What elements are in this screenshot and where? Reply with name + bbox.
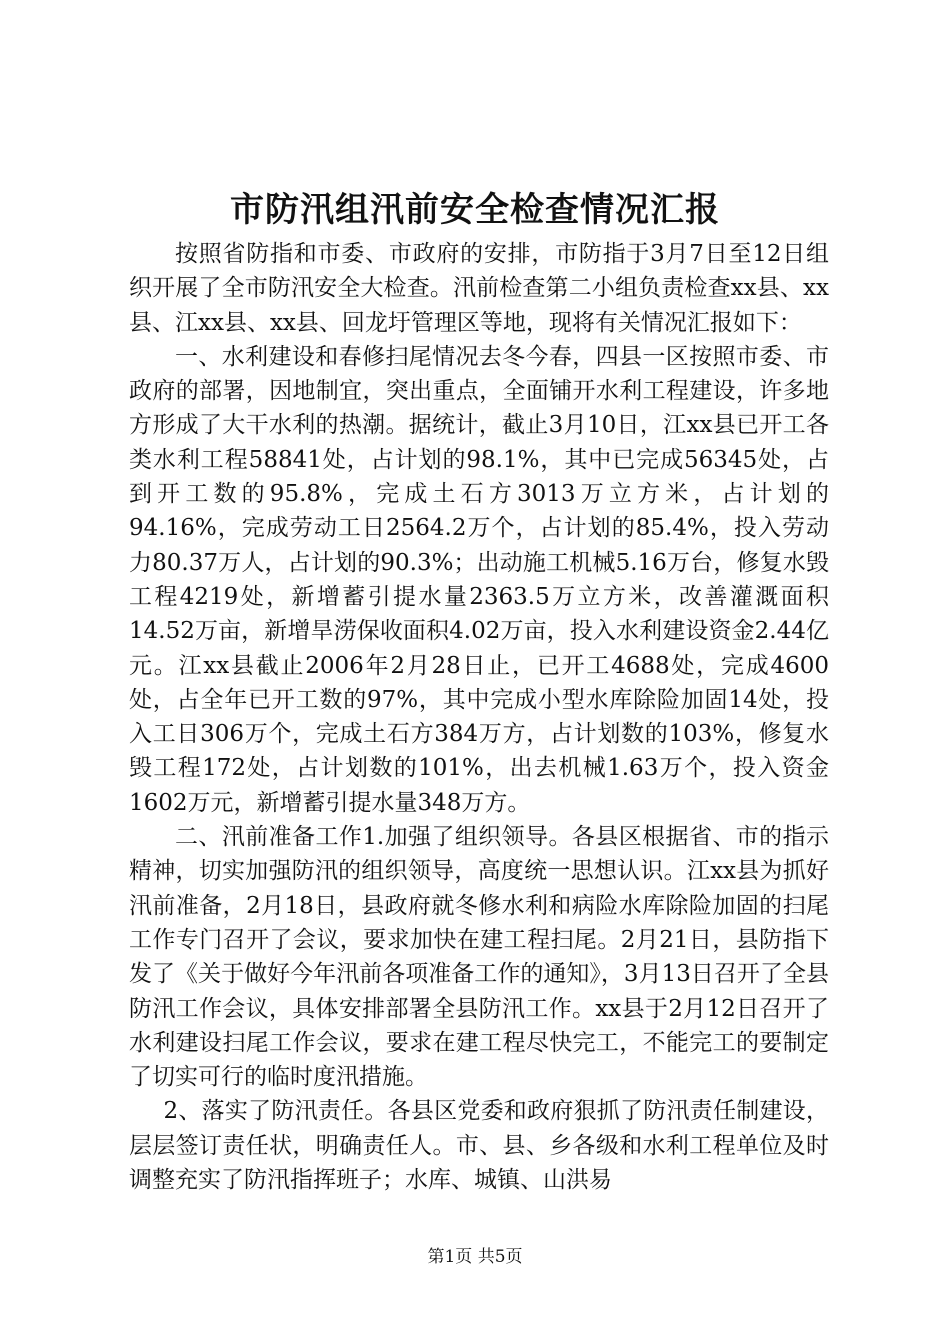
- page-footer: 第1页 共5页: [427, 1247, 523, 1267]
- document-title: 市防汛组汛前安全检查情况汇报: [230, 190, 720, 230]
- paragraph-water-conservancy: 一、水利建设和春修扫尾情况去冬今春，四县一区按照市委、市政府的部署，因地制宜，突出重点，全面铺开水利工程建设，许多地方形成了大干水利的热潮。据统计，截止3月10日，江xx县已开工各类水利工程58841处，占计划的98.1%，其中已完成56345处，占到开工数的95.8%，完成土石方3013万立方米，占计划的94.16%，完成劳动工日2564.2万个，占计划的85.4%，投入劳动力80.37万人，占计划的90.3%；出动施工机械5.16万台，修复水毁工程4219处，新增蓄引提水量2363.5万立方米，改善灌溉面积14.52万亩，新增旱涝保收面积4.02万亩，投入水利建设资金2.44亿元。江xx县截止2006年2月28日止，已开工4688处，完成4600处，占全年已开工数的97%，其中完成小型水库除险加固14处，投入工日306万个，完成土石方384万方，占计划数的103%，修复水毁工程172处，占计划数的101%，出去机械1.63万个，投入资金1602万元，新增蓄引提水量348万方。: [129, 343, 829, 816]
- paragraph-preparation: 二、汛前准备工作1.加强了组织领导。各县区根据省、市的指示精神，切实加强防汛的组织领导，高度统一思想认识。江xx县为抓好汛前准备，2月18日，县政府就冬修水利和病险水库除险加固的扫尾工作专门召开了会议，要求加快在建工程扫尾。2月21日，县防指下发了《关于做好今年汛前各项准备工作的通知》，3月13日召开了全县防汛工作会议，具体安排部署全县防汛工作。xx县于2月12日召开了水利建设扫尾工作会议，要求在建工程尽快完工，不能完工的要制定了切实可行的临时度汛措施。: [129, 824, 829, 1091]
- paragraph-responsibility: 2、落实了防汛责任。各县区党委和政府狠抓了防汛责任制建设，层层签订责任状，明确责任人。市、县、乡各级和水利工程单位及时调整充实了防汛指挥班子；水库、城镇、山洪易: [129, 1098, 829, 1194]
- paragraph-intro: 按照省防指和市委、市政府的安排，市防指于3月7日至12日组织开展了全市防汛安全大检查。汛前检查第二小组负责检查xx县、xx县、江xx县、xx县、回龙圩管理区等地，现将有关情况汇报如下：: [129, 241, 829, 336]
- document-body: [129, 237, 829, 1197]
